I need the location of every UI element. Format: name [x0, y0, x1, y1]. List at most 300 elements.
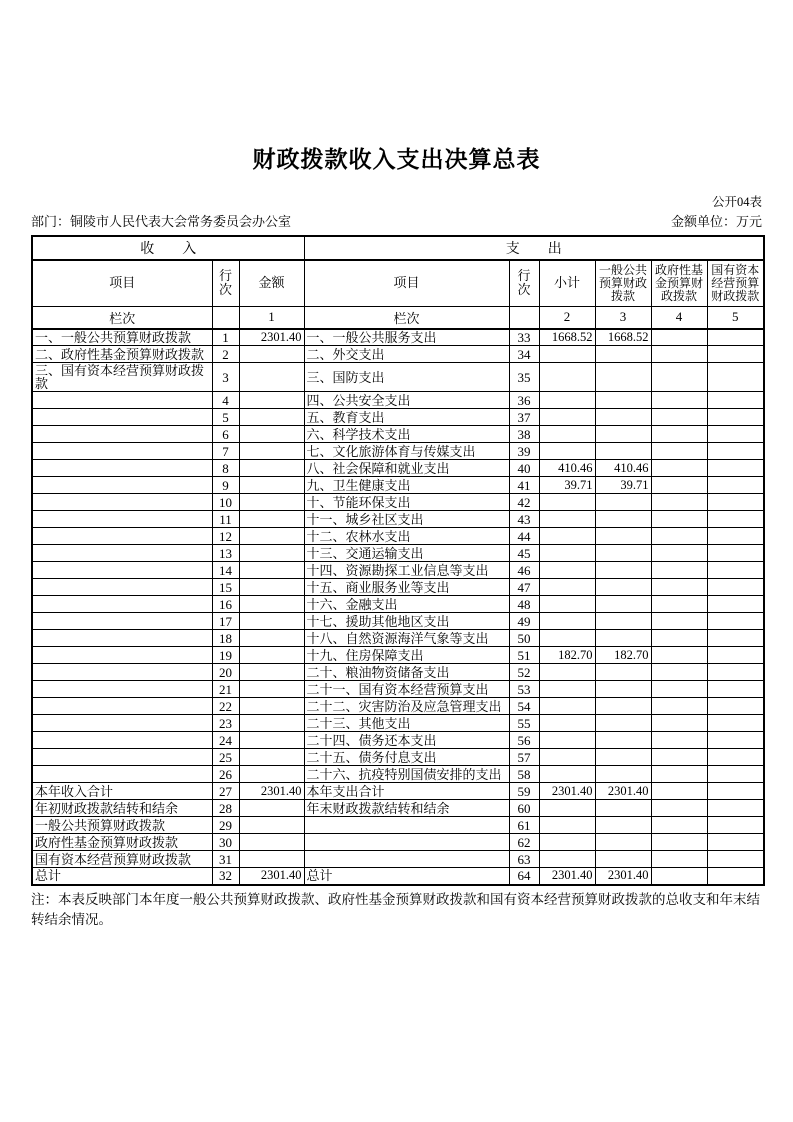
subtotal-cell: [539, 732, 595, 749]
income-item-cell: [32, 426, 212, 443]
income-amount-cell: [239, 732, 304, 749]
income-rowno-cell: 31: [212, 851, 239, 868]
expense-rowno-cell: 43: [509, 511, 539, 528]
table-row: [32, 732, 764, 749]
expense-rowno-header: 行次: [509, 260, 539, 306]
expense-item-cell: 十四、资源勘探工业信息等支出: [304, 562, 509, 579]
income-amount-cell: [239, 562, 304, 579]
income-item-cell: [32, 647, 212, 664]
general-budget-cell: [595, 409, 651, 426]
income-amount-cell: [239, 545, 304, 562]
general-budget-cell: [595, 596, 651, 613]
state-capital-cell: [707, 715, 764, 732]
gov-fund-cell: [651, 851, 707, 868]
expense-rowno-cell: 54: [509, 698, 539, 715]
income-item-cell: [32, 749, 212, 766]
expense-item-cell: 二十、粮油物资储备支出: [304, 664, 509, 681]
expense-item-cell: 四、公共安全支出: [304, 392, 509, 409]
expense-item-cell: 十一、城乡社区支出: [304, 511, 509, 528]
subtotal-cell: [539, 834, 595, 851]
general-public-budget-header: 一般公共预算财政拨款: [595, 260, 651, 306]
expense-lanci-label: 栏次: [304, 306, 509, 329]
expense-rowno-cell: 63: [509, 851, 539, 868]
table-row: [32, 834, 764, 851]
income-amount-cell: 2301.40: [239, 783, 304, 800]
subtotal-cell: [539, 545, 595, 562]
income-rowno-cell: 8: [212, 460, 239, 477]
state-capital-cell: [707, 596, 764, 613]
income-rowno-cell: 23: [212, 715, 239, 732]
expense-rowno-cell: 62: [509, 834, 539, 851]
table-row: [32, 596, 764, 613]
state-capital-cell: [707, 868, 764, 885]
income-rowno-cell: 29: [212, 817, 239, 834]
expense-rowno-cell: 61: [509, 817, 539, 834]
state-capital-cell: [707, 511, 764, 528]
table-row: [32, 698, 764, 715]
income-amount-cell: [239, 613, 304, 630]
gov-fund-cell: [651, 477, 707, 494]
gov-fund-cell: [651, 630, 707, 647]
income-item-cell: [32, 681, 212, 698]
state-capital-cell: [707, 477, 764, 494]
general-budget-cell: [595, 579, 651, 596]
table-row: [32, 477, 764, 494]
general-budget-cell: [595, 511, 651, 528]
expense-item-cell: 一、一般公共服务支出: [304, 329, 509, 346]
expense-rowno-cell: 34: [509, 346, 539, 363]
income-item-cell: 本年收入合计: [32, 783, 212, 800]
general-budget-cell: 1668.52: [595, 329, 651, 346]
gov-fund-cell: [651, 426, 707, 443]
income-amount-cell: [239, 766, 304, 783]
state-capital-cell: [707, 329, 764, 346]
general-budget-cell: [595, 698, 651, 715]
general-budget-cell: [595, 562, 651, 579]
subtotal-cell: [539, 409, 595, 426]
income-item-cell: [32, 562, 212, 579]
general-budget-cell: [595, 851, 651, 868]
income-amount-cell: [239, 460, 304, 477]
income-amount-cell: [239, 511, 304, 528]
table-row: [32, 346, 764, 363]
state-capital-cell: [707, 426, 764, 443]
income-rowno-cell: 22: [212, 698, 239, 715]
expense-rowno-cell: 59: [509, 783, 539, 800]
gov-fund-cell: [651, 647, 707, 664]
state-capital-cell: [707, 681, 764, 698]
general-budget-cell: 410.46: [595, 460, 651, 477]
subtotal-cell: [539, 596, 595, 613]
income-amount-cell: [239, 851, 304, 868]
expense-item-cell: 十六、金融支出: [304, 596, 509, 613]
gov-fund-cell: [651, 664, 707, 681]
table-row: [32, 749, 764, 766]
general-budget-cell: [595, 363, 651, 392]
expense-item-cell: 十九、住房保障支出: [304, 647, 509, 664]
gov-fund-cell: [651, 783, 707, 800]
gov-fund-cell: [651, 528, 707, 545]
expense-item-cell: 本年支出合计: [304, 783, 509, 800]
subtotal-cell: 2301.40: [539, 783, 595, 800]
general-budget-cell: [595, 834, 651, 851]
expense-section-header: 支 出: [304, 236, 764, 260]
state-capital-cell: [707, 613, 764, 630]
subtotal-cell: 410.46: [539, 460, 595, 477]
income-item-cell: [32, 477, 212, 494]
expense-rowno-cell: 46: [509, 562, 539, 579]
general-budget-cell: [595, 494, 651, 511]
income-amount-cell: [239, 698, 304, 715]
table-row: [32, 426, 764, 443]
subtotal-cell: [539, 698, 595, 715]
income-amount-header: 金额: [239, 260, 304, 306]
expense-item-cell: 二十二、灾害防治及应急管理支出: [304, 698, 509, 715]
gov-fund-cell: [651, 511, 707, 528]
gov-fund-cell: [651, 392, 707, 409]
gov-fund-cell: [651, 363, 707, 392]
expense-rowno-cell: 49: [509, 613, 539, 630]
expense-rowno-cell: 53: [509, 681, 539, 698]
income-amount-cell: 2301.40: [239, 329, 304, 346]
income-rowno-cell: 19: [212, 647, 239, 664]
expense-item-cell: 十七、援助其他地区支出: [304, 613, 509, 630]
expense-rowno-cell: 58: [509, 766, 539, 783]
expense-item-cell: 二十三、其他支出: [304, 715, 509, 732]
general-budget-cell: [595, 630, 651, 647]
state-capital-cell: [707, 647, 764, 664]
gov-fund-cell: [651, 817, 707, 834]
income-rowno-cell: 7: [212, 443, 239, 460]
table-row: [32, 363, 764, 392]
expense-item-header: 项目: [304, 260, 509, 306]
form-code-label: 公开04表: [711, 195, 762, 209]
income-section-header: 收 入: [32, 236, 304, 260]
general-budget-cell: 2301.40: [595, 868, 651, 885]
subtotal-cell: 39.71: [539, 477, 595, 494]
income-item-cell: [32, 528, 212, 545]
state-capital-cell: [707, 562, 764, 579]
table-row: [32, 545, 764, 562]
income-amount-cell: [239, 664, 304, 681]
expense-item-cell: [304, 851, 509, 868]
table-row: [32, 766, 764, 783]
subtotal-header: 小计: [539, 260, 595, 306]
subtotal-cell: [539, 715, 595, 732]
subtotal-cell: [539, 511, 595, 528]
income-rowno-cell: 2: [212, 346, 239, 363]
gov-fund-cell: [651, 766, 707, 783]
subtotal-cell: [539, 562, 595, 579]
state-capital-cell: [707, 346, 764, 363]
state-capital-cell: [707, 443, 764, 460]
gov-fund-cell: [651, 562, 707, 579]
state-capital-cell: [707, 783, 764, 800]
section-header-row: [32, 236, 764, 260]
table-row: [32, 409, 764, 426]
expense-rowno-cell: 51: [509, 647, 539, 664]
state-capital-cell: [707, 579, 764, 596]
expense-rowno-cell: 41: [509, 477, 539, 494]
income-item-header: 项目: [32, 260, 212, 306]
income-rowno-cell: 3: [212, 363, 239, 392]
fund-col-no: 4: [651, 306, 707, 329]
state-capital-cell: [707, 460, 764, 477]
income-item-cell: [32, 460, 212, 477]
income-rowno-cell: 18: [212, 630, 239, 647]
general-budget-cell: [595, 681, 651, 698]
expense-item-cell: 三、国防支出: [304, 363, 509, 392]
gov-fund-cell: [651, 329, 707, 346]
income-item-cell: [32, 596, 212, 613]
income-item-cell: 三、国有资本经营预算财政拨款: [32, 363, 212, 392]
expense-item-cell: 十、节能环保支出: [304, 494, 509, 511]
income-rowno-cell: 13: [212, 545, 239, 562]
income-item-cell: [32, 443, 212, 460]
general-budget-cell: [595, 749, 651, 766]
table-row: [32, 528, 764, 545]
expense-rowno-cell: 60: [509, 800, 539, 817]
subtotal-cell: [539, 613, 595, 630]
income-item-cell: [32, 579, 212, 596]
general-budget-cell: 182.70: [595, 647, 651, 664]
expense-rowno-cell: 55: [509, 715, 539, 732]
income-amount-cell: [239, 715, 304, 732]
table-row: [32, 647, 764, 664]
expense-item-cell: 总计: [304, 868, 509, 885]
table-row: [32, 851, 764, 868]
general-budget-cell: [595, 800, 651, 817]
subtotal-cell: [539, 630, 595, 647]
expense-rowno-cell: 36: [509, 392, 539, 409]
income-item-cell: [32, 409, 212, 426]
table-row: [32, 868, 764, 885]
income-rowno-cell: 21: [212, 681, 239, 698]
expense-item-cell: 八、社会保障和就业支出: [304, 460, 509, 477]
state-capital-cell: [707, 630, 764, 647]
gov-fund-cell: [651, 443, 707, 460]
income-amount-cell: 2301.40: [239, 868, 304, 885]
unit-label: 金额单位：万元: [670, 214, 762, 229]
state-capital-budget-header: 国有资本经营预算财政拨款: [707, 260, 764, 306]
general-budget-cell: [595, 426, 651, 443]
table-row: [32, 630, 764, 647]
income-amount-cell: [239, 494, 304, 511]
income-rowno-cell: 4: [212, 392, 239, 409]
income-item-cell: 国有资本经营预算财政拨款: [32, 851, 212, 868]
income-item-cell: [32, 630, 212, 647]
income-rowno-cell: 16: [212, 596, 239, 613]
income-rowno-cell: 12: [212, 528, 239, 545]
income-amount-cell: [239, 392, 304, 409]
blank-cell: [212, 306, 239, 329]
table-row: [32, 443, 764, 460]
income-rowno-cell: 14: [212, 562, 239, 579]
subtotal-cell: [539, 579, 595, 596]
expense-item-cell: 二十五、债务付息支出: [304, 749, 509, 766]
general-col-no: 3: [595, 306, 651, 329]
income-item-cell: 总计: [32, 868, 212, 885]
gov-fund-cell: [651, 460, 707, 477]
gov-fund-cell: [651, 800, 707, 817]
table-row: [32, 681, 764, 698]
income-amount-cell: [239, 800, 304, 817]
expense-item-cell: 十八、自然资源海洋气象等支出: [304, 630, 509, 647]
income-item-cell: [32, 715, 212, 732]
subtotal-cell: [539, 528, 595, 545]
expense-rowno-cell: 57: [509, 749, 539, 766]
expense-rowno-cell: 38: [509, 426, 539, 443]
expense-item-cell: [304, 817, 509, 834]
expense-rowno-cell: 47: [509, 579, 539, 596]
gov-fund-cell: [651, 749, 707, 766]
expense-item-cell: 年末财政拨款结转和结余: [304, 800, 509, 817]
state-capital-cell: [707, 698, 764, 715]
state-capital-cell: [707, 834, 764, 851]
income-rowno-cell: 24: [212, 732, 239, 749]
page-title: 财政拨款收入支出决算总表: [252, 147, 541, 172]
general-budget-cell: 2301.40: [595, 783, 651, 800]
gov-fund-cell: [651, 409, 707, 426]
income-amount-cell: [239, 647, 304, 664]
expense-rowno-cell: 45: [509, 545, 539, 562]
income-item-cell: 政府性基金预算财政拨款: [32, 834, 212, 851]
general-budget-cell: [595, 715, 651, 732]
expense-rowno-cell: 50: [509, 630, 539, 647]
gov-fund-cell: [651, 596, 707, 613]
blank-cell: [509, 306, 539, 329]
table-row: [32, 800, 764, 817]
meta-row: [31, 211, 762, 230]
expense-item-cell: 十五、商业服务业等支出: [304, 579, 509, 596]
capital-col-no: 5: [707, 306, 764, 329]
gov-fund-cell: [651, 346, 707, 363]
table-row: [32, 562, 764, 579]
state-capital-cell: [707, 664, 764, 681]
income-amount-cell: [239, 477, 304, 494]
income-amount-cell: [239, 363, 304, 392]
gov-fund-cell: [651, 698, 707, 715]
income-amount-cell: [239, 681, 304, 698]
expense-rowno-cell: 40: [509, 460, 539, 477]
income-amount-col-no: 1: [239, 306, 304, 329]
general-budget-cell: [595, 732, 651, 749]
general-budget-cell: [595, 766, 651, 783]
table-row: [32, 613, 764, 630]
state-capital-cell: [707, 494, 764, 511]
state-capital-cell: [707, 732, 764, 749]
income-amount-cell: [239, 749, 304, 766]
table-row: [32, 783, 764, 800]
subtotal-cell: [539, 363, 595, 392]
gov-fund-cell: [651, 579, 707, 596]
expense-item-cell: 六、科学技术支出: [304, 426, 509, 443]
income-amount-cell: [239, 346, 304, 363]
table-row: [32, 460, 764, 477]
expense-rowno-cell: 35: [509, 363, 539, 392]
expense-item-cell: 七、文化旅游体育与传媒支出: [304, 443, 509, 460]
income-item-cell: [32, 494, 212, 511]
expense-item-cell: 九、卫生健康支出: [304, 477, 509, 494]
subtotal-cell: [539, 681, 595, 698]
gov-fund-cell: [651, 545, 707, 562]
income-rowno-cell: 11: [212, 511, 239, 528]
income-item-cell: [32, 664, 212, 681]
subtotal-cell: [539, 443, 595, 460]
state-capital-cell: [707, 363, 764, 392]
table-row: [32, 392, 764, 409]
income-rowno-cell: 26: [212, 766, 239, 783]
note-text: 注：本表反映部门本年度一般公共预算财政拨款、政府性基金预算财政拨款和国有资本经营预算财政拨款的总收支和年末结转结余情况。: [31, 891, 760, 927]
general-budget-cell: [595, 346, 651, 363]
state-capital-cell: [707, 800, 764, 817]
subtotal-cell: 182.70: [539, 647, 595, 664]
subtotal-cell: 1668.52: [539, 329, 595, 346]
gov-fund-cell: [651, 715, 707, 732]
income-item-cell: [32, 766, 212, 783]
gov-fund-cell: [651, 494, 707, 511]
table-row: [32, 664, 764, 681]
table-row: [32, 329, 764, 346]
gov-fund-cell: [651, 681, 707, 698]
income-amount-cell: [239, 579, 304, 596]
income-item-cell: [32, 511, 212, 528]
state-capital-cell: [707, 817, 764, 834]
general-budget-cell: [595, 443, 651, 460]
table-row: [32, 715, 764, 732]
income-lanci-label: 栏次: [32, 306, 212, 329]
expense-rowno-cell: 56: [509, 732, 539, 749]
expense-item-cell: [304, 834, 509, 851]
expense-item-cell: 二十四、债务还本支出: [304, 732, 509, 749]
general-budget-cell: [595, 613, 651, 630]
table-row: [32, 511, 764, 528]
income-item-cell: [32, 545, 212, 562]
expense-rowno-cell: 39: [509, 443, 539, 460]
income-rowno-cell: 27: [212, 783, 239, 800]
income-rowno-header: 行次: [212, 260, 239, 306]
income-amount-cell: [239, 630, 304, 647]
general-budget-cell: 39.71: [595, 477, 651, 494]
state-capital-cell: [707, 545, 764, 562]
income-item-cell: [32, 613, 212, 630]
income-item-cell: 二、政府性基金预算财政拨款: [32, 346, 212, 363]
gov-fund-cell: [651, 613, 707, 630]
subtotal-cell: [539, 817, 595, 834]
expense-rowno-cell: 52: [509, 664, 539, 681]
column-index-row: [32, 306, 764, 329]
income-amount-cell: [239, 426, 304, 443]
expense-item-cell: 十二、农林水支出: [304, 528, 509, 545]
income-item-cell: 一、一般公共预算财政拨款: [32, 329, 212, 346]
expense-item-cell: 五、教育支出: [304, 409, 509, 426]
income-amount-cell: [239, 409, 304, 426]
expense-item-cell: 二、外交支出: [304, 346, 509, 363]
subtotal-cell: 2301.40: [539, 868, 595, 885]
table-row: [32, 494, 764, 511]
state-capital-cell: [707, 749, 764, 766]
subtotal-cell: [539, 749, 595, 766]
subtotal-cell: [539, 392, 595, 409]
gov-fund-cell: [651, 834, 707, 851]
income-amount-cell: [239, 443, 304, 460]
gov-fund-budget-header: 政府性基金预算财政拨款: [651, 260, 707, 306]
department-label: 部门：铜陵市人民代表大会常务委员会办公室: [31, 214, 292, 229]
income-rowno-cell: 20: [212, 664, 239, 681]
income-rowno-cell: 9: [212, 477, 239, 494]
income-rowno-cell: 6: [212, 426, 239, 443]
subtotal-cell: [539, 664, 595, 681]
